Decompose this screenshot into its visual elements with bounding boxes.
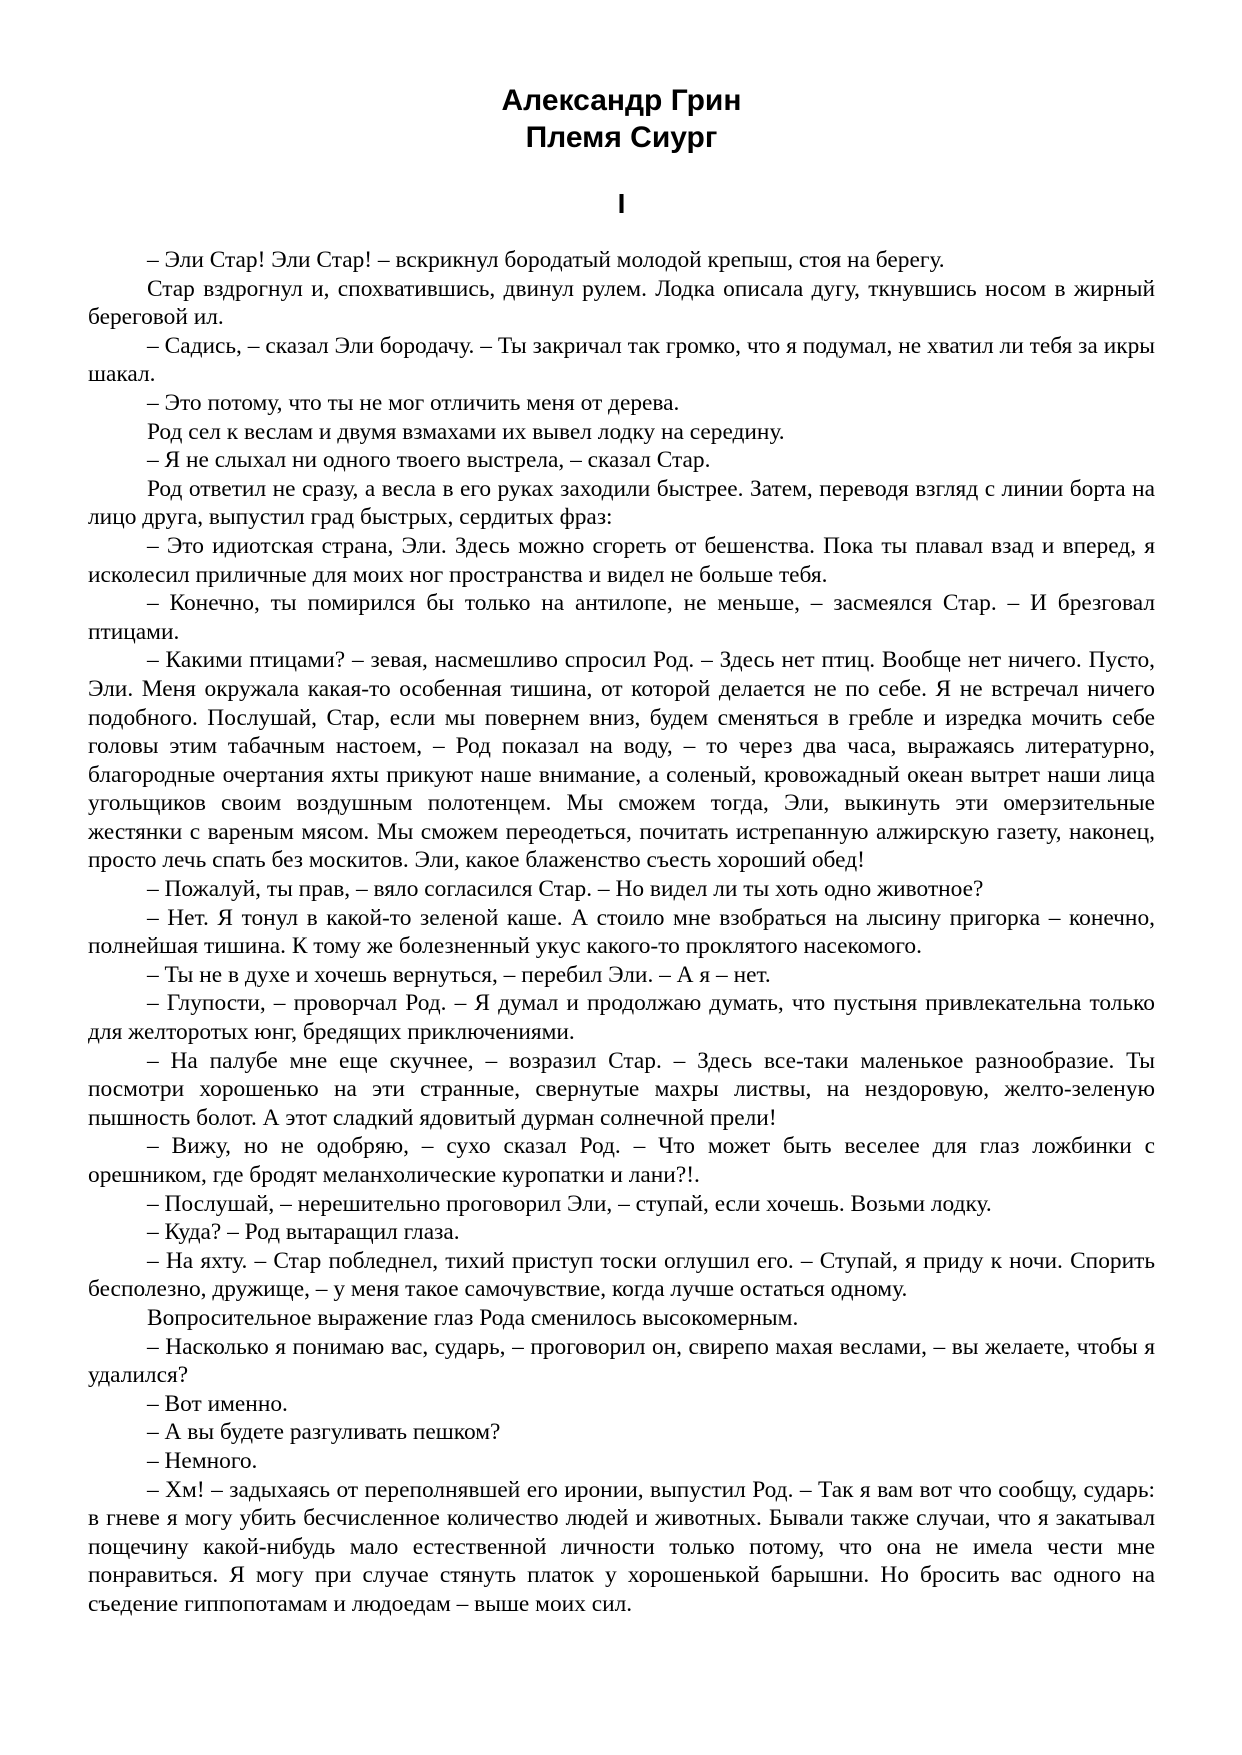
- paragraph: Вопросительное выражение глаз Рода сменилось высокомерным.: [147, 1304, 799, 1331]
- paragraph: – Садись, – сказал Эли бородачу. – Ты закричал так громко, что я подумал, не хватил ли тебя за икры шакал.: [88, 332, 1155, 388]
- paragraph: Стар вздрогнул и, спохватившись, двинул рулем. Лодка описала дугу, ткнувшись носом в жирный береговой ил.: [88, 275, 1155, 331]
- paragraph: – Послушай, – нерешительно проговорил Эли, – ступай, если хочешь. Возьми лодку.: [147, 1190, 992, 1217]
- document-page: [88, 82, 1155, 1619]
- paragraph: – Какими птицами? – зевая, насмешливо спросил Род. – Здесь нет птиц. Вообще нет ничего. Пусто, Эли. Меня окружала какая-то особенная тишина, от которой делается не по себе. Я не встречал ничего подобного. Послушай, Стар, если мы повернем вниз, будем сменяться в гребле и изредка мочить себе головы этим табачным настоем, – Род показал на воду, – то через два часа, выражаясь литературно, благородные очертания яхты прикуют наше внимание, а соленый, кровожадный океан вытрет наши лица угольщиков своим воздушным полотенцем. Мы сможем тогда, Эли, выкинуть эти омерзительные жестянки с вареным мясом. Мы сможем переодеться, почитать истрепанную алжирскую газету, наконец, просто лечь спать без москитов. Эли, какое блаженство съесть хороший обед!: [88, 647, 1155, 874]
- paragraph: – Немного.: [147, 1447, 258, 1474]
- paragraph: – Хм! – задыхаясь от переполнявшей его иронии, выпустил Род. – Так я вам вот что сообщу, сударь: в гневе я могу убить бесчисленное количество людей и животных. Бывали также случаи, что я закатывал пощечину какой-нибудь мало естественной личности только потому, что она не имела чести мне понравиться. Я могу при случае стянуть платок у хорошенькой барышни. Но бросить вас одного на съедение гиппопотамам и людоедам – выше моих сил.: [88, 1476, 1155, 1617]
- paragraph: – Эли Стар! Эли Стар! – вскрикнул бородатый молодой крепыш, стоя на берегу.: [147, 247, 945, 273]
- paragraph: – Глупости, – проворчал Род. – Я думал и продолжаю думать, что пустыня привлекательна только для желторотых юнг, бредящих приключениями.: [88, 990, 1155, 1046]
- paragraph: – Я не слыхал ни одного твоего выстрела, – сказал Стар.: [147, 447, 711, 474]
- paragraph: – На яхту. – Стар побледнел, тихий приступ тоски оглушил его. – Ступай, я приду к ночи. Спорить бесполезно, дружище, – у меня такое самочувствие, когда лучше остаться одному.: [88, 1247, 1155, 1303]
- paragraph: – Это потому, что ты не мог отличить меня от дерева.: [147, 389, 680, 416]
- paragraph: – Вот именно.: [147, 1390, 288, 1417]
- paragraph: – Нет. Я тонул в какой-то зеленой каше. А стоило мне взобраться на лысину пригорка – конечно, полнейшая тишина. К тому же болезненный укус какого-то проклятого насекомого.: [88, 904, 1155, 960]
- paragraph: – Вижу, но не одобряю, – сухо сказал Род. – Что может быть веселее для глаз ложбинки с орешником, где бродят меланхолические куропатки и лани?!.: [88, 1133, 1155, 1188]
- paragraph: – Ты не в духе и хочешь вернуться, – перебил Эли. – А я – нет.: [147, 961, 771, 988]
- author-name: Александр Грин: [501, 84, 742, 117]
- paragraph: – Насколько я понимаю вас, сударь, – проговорил он, свирепо махая веслами, – вы желаете, чтобы я удалился?: [88, 1333, 1155, 1389]
- paragraph: Род сел к веслам и двумя взмахами их вывел лодку на середину.: [147, 418, 785, 445]
- paragraph: Род ответил не сразу, а весла в его руках заходили быстрее. Затем, переводя взгляд с линии борта на лицо друга, выпустил град быстрых, сердитых фраз:: [88, 475, 1155, 531]
- book-title: Племя Сиург: [525, 121, 718, 154]
- paragraph: – Конечно, ты помирился бы только на антилопе, не меньше, – засмеялся Стар. – И брезговал птицами.: [88, 590, 1155, 645]
- paragraph: – А вы будете разгуливать пешком?: [147, 1419, 501, 1446]
- chapter-number: I: [617, 188, 626, 219]
- paragraph: – Это идиотская страна, Эли. Здесь можно сгореть от бешенства. Пока ты плавал взад и вперед, я исколесил приличные для моих ног пространства и видел не больше тебя.: [88, 532, 1155, 588]
- paragraph: – На палубе мне еще скучнее, – возразил Стар. – Здесь все-таки маленькое разнообразие. Ты посмотри хорошенько на эти странные, свернутые махры листвы, на нездоровую, желто-зеленую пышность болот. А этот сладкий ядовитый дурман солнечной прели!: [88, 1047, 1155, 1131]
- chapter-text: [88, 246, 1155, 1619]
- paragraph: – Куда? – Род вытаращил глаза.: [147, 1219, 460, 1246]
- paragraph: – Пожалуй, ты прав, – вяло согласился Стар. – Но видел ли ты хоть одно животное?: [147, 876, 984, 903]
